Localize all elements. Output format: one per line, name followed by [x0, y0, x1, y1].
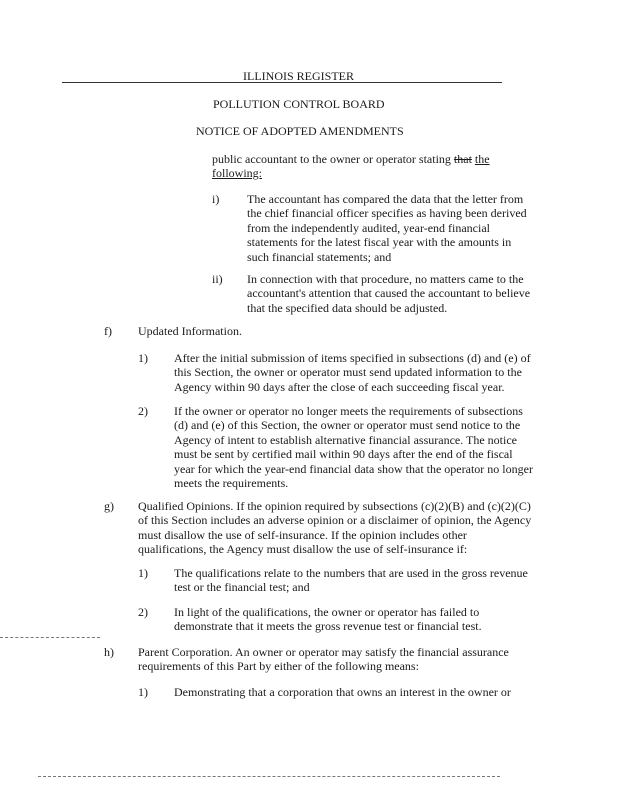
register-title: ILLINOIS REGISTER: [243, 69, 354, 83]
text-line: statements for the latest fiscal year with the amounts in: [247, 235, 512, 250]
section-f-heading: Updated Information.: [138, 324, 242, 338]
section-g-item-2: [174, 605, 482, 634]
section-g-item-1: [174, 566, 528, 595]
text-line: requirements of this Part by either of the following means:: [138, 659, 419, 674]
intro-text: public accountant to the owner or operator stating: [212, 152, 454, 166]
page-break-line: [0, 637, 100, 639]
text-line: qualifications, the Agency must disallow the use of self-insurance if:: [138, 542, 468, 557]
text-line: that the specified data should be adjusted.: [247, 300, 448, 315]
text-line: test or the financial test; and: [174, 580, 310, 595]
item-marker: 1): [138, 566, 148, 580]
item-marker: i): [212, 192, 220, 206]
text-line: Demonstrating that a corporation that owns an interest in the owner or: [174, 685, 511, 699]
text-line: In light of the qualifications, the owner or operator has failed to: [174, 605, 480, 619]
section-marker: f): [104, 324, 112, 338]
board-name: POLLUTION CONTROL BOARD: [213, 97, 385, 111]
section-marker: g): [104, 499, 114, 513]
item-marker: 1): [138, 351, 148, 365]
item-i-text: [247, 192, 527, 264]
text-line: from the independently audited, year-end financial: [247, 220, 490, 235]
inserted-word: the: [474, 152, 490, 166]
intro-line-2: following:: [212, 166, 262, 180]
text-line: After the initial submission of items specified in subsections (d) and (e) of: [174, 351, 531, 365]
text-line: demonstrate that it meets the gross revenue test or financial test.: [174, 619, 482, 634]
text-line: must disallow the use of self-insurance. If the opinion includes other: [138, 527, 467, 542]
item-marker: 2): [138, 605, 148, 619]
item-ii-text: [247, 272, 530, 315]
section-g-text: [138, 499, 531, 557]
text-line: Agency of intent to establish alternative financial assurance. The notice: [174, 432, 517, 447]
text-line: Qualified Opinions. If the opinion required by subsections (c)(2)(B) and (c)(2)(C): [138, 499, 531, 513]
text-line: The qualifications relate to the numbers that are used in the gross revenue: [174, 566, 528, 580]
section-f-item-2: [174, 404, 533, 490]
notice-title: NOTICE OF ADOPTED AMENDMENTS: [196, 124, 404, 138]
text-line: such financial statements; and: [247, 249, 392, 264]
bottom-scan-line: [38, 776, 500, 778]
section-h-text: [138, 645, 509, 674]
text-line: this Section, the owner or operator must send updated information to the: [174, 365, 522, 380]
section-h-item-1: [174, 685, 511, 699]
text-line: must be sent by certified mail within 90 days after the end of the fiscal: [174, 447, 513, 462]
item-marker: ii): [212, 272, 223, 286]
text-line: Parent Corporation. An owner or operator may satisfy the financial assurance: [138, 645, 509, 659]
text-line: In connection with that procedure, no matters came to the: [247, 272, 524, 286]
intro-line-1: [212, 152, 490, 166]
section-f-item-1: [174, 351, 531, 394]
text-line: year for which the year-end financial data show that the operator no longer: [174, 461, 533, 476]
section-marker: h): [104, 645, 114, 659]
text-line: If the owner or operator no longer meets the requirements of subsections: [174, 404, 523, 418]
text-line: the chief financial officer specifies as having been derived: [247, 206, 527, 221]
item-marker: 2): [138, 404, 148, 418]
text-line: of this Section includes an adverse opinion or a disclaimer of opinion, the Agency: [138, 513, 532, 528]
text-line: The accountant has compared the data that the letter from: [247, 192, 524, 206]
text-line: Agency within 90 days after the close of each succeeding fiscal year.: [174, 379, 505, 394]
text-line: (d) and (e) of this Section, the owner or operator must send notice to the: [174, 418, 521, 433]
item-marker: 1): [138, 685, 148, 699]
text-line: meets the requirements.: [174, 476, 289, 491]
text-line: accountant's attention that caused the accountant to believe: [247, 286, 531, 301]
struck-word: that: [453, 152, 472, 166]
